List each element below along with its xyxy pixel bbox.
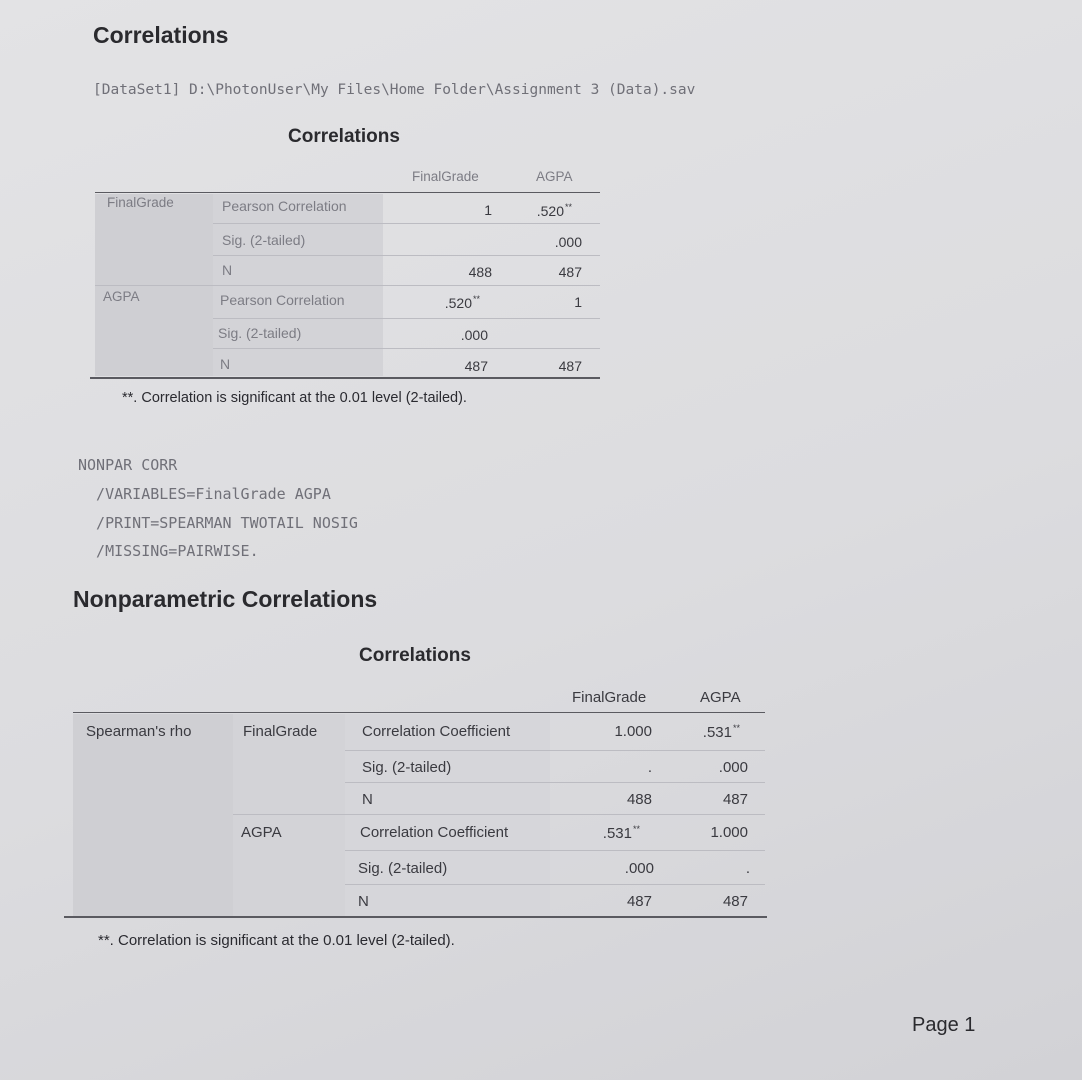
table1-bottom-rule bbox=[90, 377, 600, 379]
table1-stat-label: N bbox=[220, 356, 231, 372]
table2-value: .000 bbox=[624, 860, 654, 877]
table2-value: .531** bbox=[602, 824, 640, 842]
syntax-line: /MISSING=PAIRWISE. bbox=[78, 542, 259, 560]
table1-value: 487 bbox=[558, 264, 582, 280]
table2-stat-label: Sig. (2-tailed) bbox=[362, 759, 452, 776]
page-title: Correlations bbox=[93, 22, 229, 48]
table1-value: 1 bbox=[484, 202, 492, 218]
table1-top-rule bbox=[95, 192, 600, 193]
table1-value: .000 bbox=[460, 327, 488, 343]
table1-stat-label: N bbox=[222, 262, 233, 278]
table1-value: 488 bbox=[468, 264, 492, 280]
table2-value: . bbox=[647, 759, 652, 776]
table1-col-header-agpa: AGPA bbox=[536, 169, 573, 184]
table2-stat-label: Correlation Coefficient bbox=[360, 824, 509, 841]
row-divider bbox=[213, 223, 600, 224]
section-title: Nonparametric Correlations bbox=[73, 586, 378, 612]
table1-group-label: FinalGrade bbox=[107, 195, 174, 210]
table1-stat-label: Pearson Correlation bbox=[222, 198, 347, 214]
table1-value: .520** bbox=[536, 202, 572, 219]
table2-value: 1.000 bbox=[710, 824, 748, 841]
table2-value: 487 bbox=[722, 893, 748, 910]
row-divider bbox=[213, 318, 600, 319]
table1-group-label: AGPA bbox=[103, 289, 140, 304]
table2-stat-label: Correlation Coefficient bbox=[362, 723, 511, 740]
significance-mark: ** bbox=[632, 824, 640, 834]
table1-value: 487 bbox=[464, 358, 488, 374]
syntax-line: /PRINT=SPEARMAN TWOTAIL NOSIG bbox=[78, 514, 358, 532]
table2-col-header-finalgrade: FinalGrade bbox=[572, 689, 647, 706]
syntax-line: /VARIABLES=FinalGrade AGPA bbox=[78, 485, 331, 503]
table2-method-shade bbox=[73, 714, 233, 916]
table1-stat-label: Pearson Correlation bbox=[220, 292, 345, 308]
table2-col-header-agpa: AGPA bbox=[700, 689, 741, 706]
row-divider bbox=[345, 884, 765, 885]
table2-value: 487 bbox=[626, 893, 652, 910]
table1-footnote: **. Correlation is significant at the 0.01 level (2-tailed). bbox=[122, 390, 467, 406]
table2-top-rule bbox=[73, 712, 765, 713]
row-divider bbox=[345, 782, 765, 783]
syntax-line: NONPAR CORR bbox=[78, 456, 178, 474]
row-divider bbox=[345, 750, 765, 751]
table2-method-label: Spearman's rho bbox=[86, 723, 192, 740]
significance-mark: ** bbox=[564, 202, 572, 212]
row-divider bbox=[345, 850, 765, 851]
table2-value: 487 bbox=[722, 791, 748, 808]
table2-value: . bbox=[745, 860, 750, 877]
table2-stat-label: Sig. (2-tailed) bbox=[358, 860, 448, 877]
group-divider bbox=[95, 285, 600, 286]
table2-stat-label: N bbox=[358, 893, 369, 910]
row-divider bbox=[213, 255, 600, 256]
table2-group-label: FinalGrade bbox=[243, 723, 318, 740]
table1-value: 487 bbox=[558, 358, 582, 374]
table2-value: 1.000 bbox=[614, 723, 652, 740]
table2-value: .000 bbox=[718, 759, 748, 776]
table1-stat-label: Sig. (2-tailed) bbox=[218, 325, 302, 341]
table1-title: Correlations bbox=[288, 126, 400, 147]
significance-mark: ** bbox=[472, 294, 480, 304]
table2-footnote: **. Correlation is significant at the 0.01 level (2-tailed). bbox=[98, 932, 455, 949]
table2-value: 488 bbox=[626, 791, 652, 808]
table2-value: .531** bbox=[702, 723, 740, 741]
table2-bottom-rule bbox=[64, 916, 767, 918]
table1-value: 1 bbox=[574, 294, 582, 310]
table1-col-header-finalgrade: FinalGrade bbox=[412, 169, 479, 184]
table2-title: Correlations bbox=[359, 645, 471, 666]
table2-stat-shade bbox=[345, 714, 550, 916]
page-number: Page 1 bbox=[912, 1014, 976, 1036]
row-divider bbox=[213, 348, 600, 349]
table1-value: .000 bbox=[554, 234, 582, 250]
table2-stat-label: N bbox=[362, 791, 373, 808]
group-divider bbox=[233, 814, 765, 815]
dataset-path: [DataSet1] D:\PhotonUser\My Files\Home Folder\Assignment 3 (Data).sav bbox=[93, 82, 696, 98]
table1-stat-label: Sig. (2-tailed) bbox=[222, 232, 306, 248]
significance-mark: ** bbox=[732, 723, 740, 733]
table1-value: .520** bbox=[444, 294, 480, 311]
table2-group-label: AGPA bbox=[241, 824, 282, 841]
table2-var-shade bbox=[233, 714, 345, 916]
